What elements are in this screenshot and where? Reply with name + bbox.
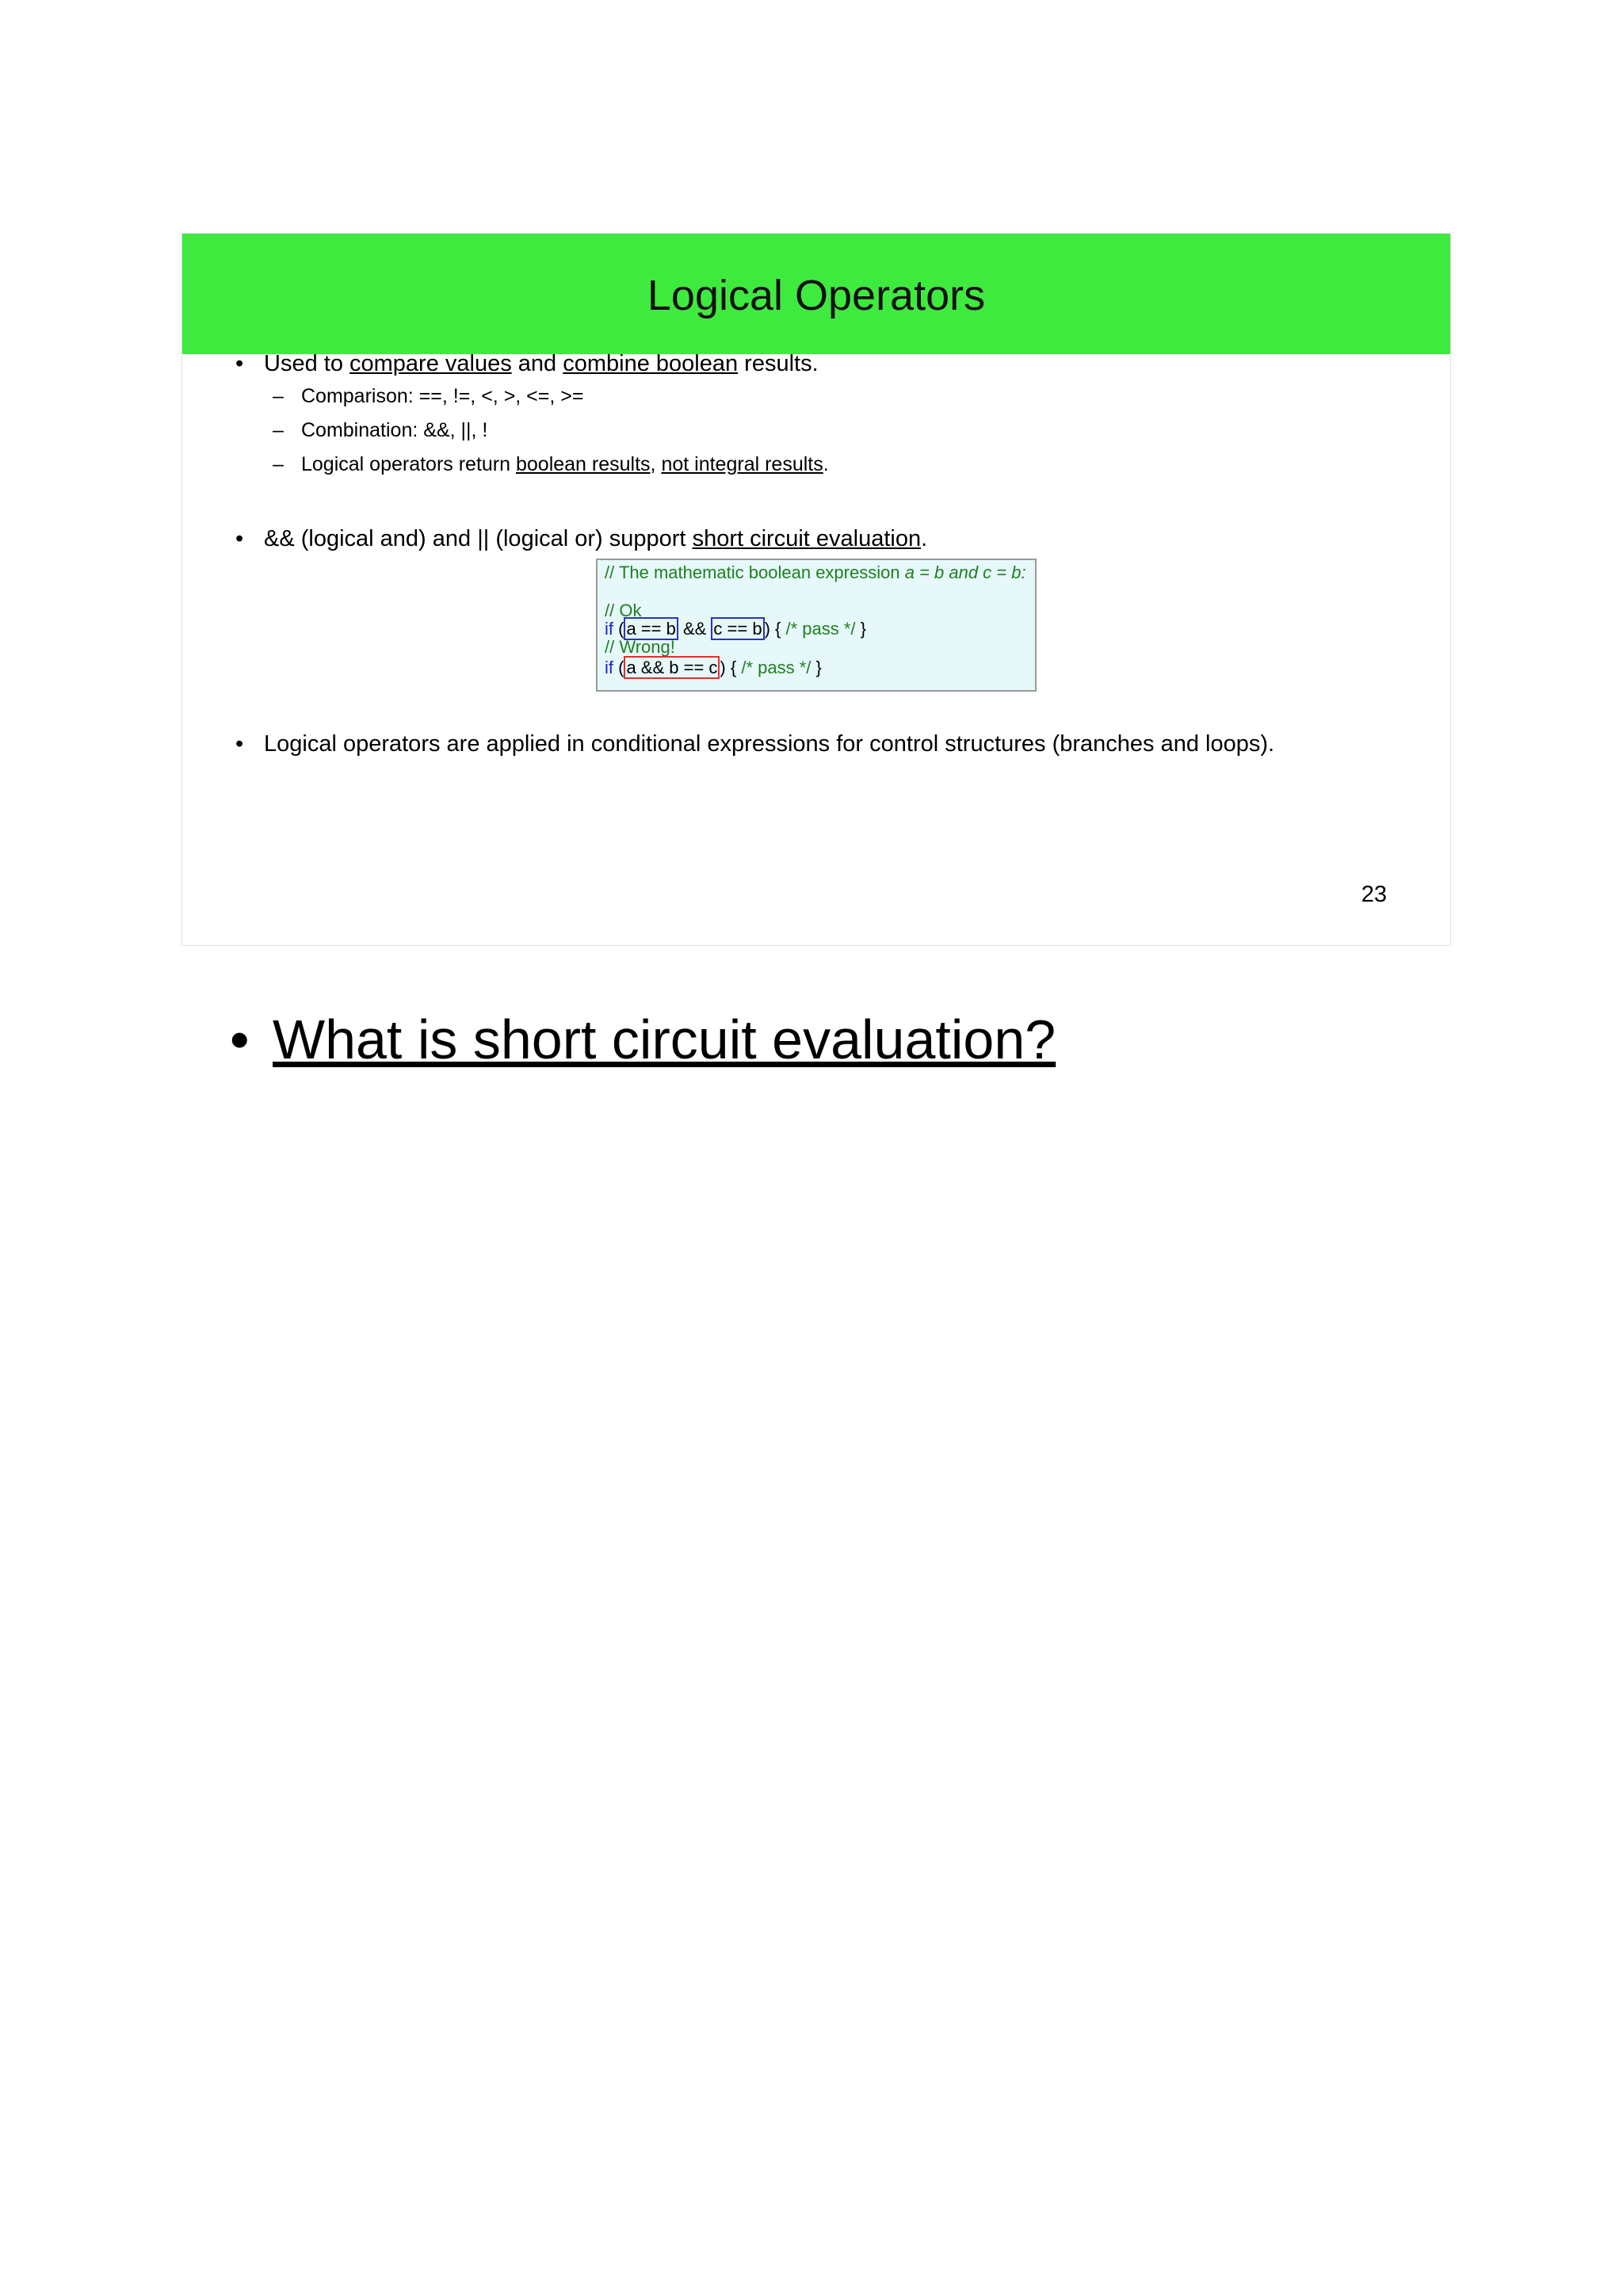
bullet-control-structures xyxy=(235,730,1275,758)
question-bullet: • xyxy=(230,1009,250,1070)
sub-bullet-dash: – xyxy=(273,385,284,407)
underlined-boolean-results: boolean results xyxy=(515,453,651,475)
code-comment: // The mathematic boolean expression xyxy=(605,563,905,582)
sub-bullet-dash: – xyxy=(273,419,284,441)
bullet-dot: • xyxy=(235,351,244,376)
bullet-text: && (logical and) and || (logical or) support xyxy=(264,526,693,551)
code-ok-comment: // Ok xyxy=(605,601,642,620)
question-text: What is short circuit evaluation? xyxy=(273,1009,1056,1070)
page-number: 23 xyxy=(1361,882,1387,907)
code-text: ( xyxy=(613,658,624,677)
code-wrong-line xyxy=(605,658,822,677)
code-text: ( xyxy=(613,619,624,639)
code-highlight-blue: a == b xyxy=(624,617,678,640)
sub-bullet-combination xyxy=(273,418,488,443)
slide-title: Logical Operators xyxy=(647,272,986,319)
sub-bullet-text: , xyxy=(650,453,662,475)
code-ok-line xyxy=(605,620,866,639)
code-text: } xyxy=(811,658,822,677)
bullet-text: . xyxy=(921,526,928,551)
slide-header xyxy=(182,234,1450,354)
bullet-text: and xyxy=(511,351,563,376)
bullet-text: Used to xyxy=(264,351,349,376)
sub-bullet-text: . xyxy=(823,453,829,475)
sub-bullet-return xyxy=(273,452,829,477)
bullet-text: results. xyxy=(738,351,819,376)
bullet-compare-combine xyxy=(235,349,819,378)
bullet-text: Logical operators are applied in conditional expressions for control structures (branches and loops). xyxy=(264,731,1275,757)
code-example-box xyxy=(596,559,1037,692)
sub-bullet-text: Comparison: ==, !=, <, >, <=, >= xyxy=(301,385,584,407)
underlined-short-circuit-evaluation: short circuit evaluation xyxy=(692,526,922,551)
code-pass-comment: /* pass */ xyxy=(785,619,856,639)
code-if-keyword: if xyxy=(605,658,613,677)
code-text: && xyxy=(678,619,712,639)
sub-bullet-dash: – xyxy=(273,453,284,475)
code-text: ) { xyxy=(720,658,742,677)
bullet-short-circuit xyxy=(235,524,928,553)
bullet-dot: • xyxy=(235,731,244,757)
code-highlight-red: a && b == c xyxy=(624,656,720,679)
sub-bullet-text: Combination: &&, ||, ! xyxy=(301,419,488,441)
code-text: } xyxy=(855,619,866,639)
code-pass-comment: /* pass */ xyxy=(741,658,812,677)
slide xyxy=(181,233,1451,946)
code-if-keyword: if xyxy=(605,619,613,639)
code-highlight-blue: c == b xyxy=(711,617,764,640)
sub-bullet-comparison xyxy=(273,383,584,409)
code-text: ) { xyxy=(764,619,786,639)
sub-bullet-text: Logical operators return xyxy=(301,453,516,475)
underlined-compare-values: compare values xyxy=(349,351,512,376)
code-wrong-comment: // Wrong! xyxy=(605,637,675,657)
bullet-dot: • xyxy=(235,526,244,551)
code-math-expression: a = b and c = b: xyxy=(904,563,1026,582)
underlined-combine-boolean: combine boolean xyxy=(563,351,739,376)
underlined-not-integral-results: not integral results xyxy=(661,453,823,475)
code-comment-line xyxy=(605,563,1026,582)
